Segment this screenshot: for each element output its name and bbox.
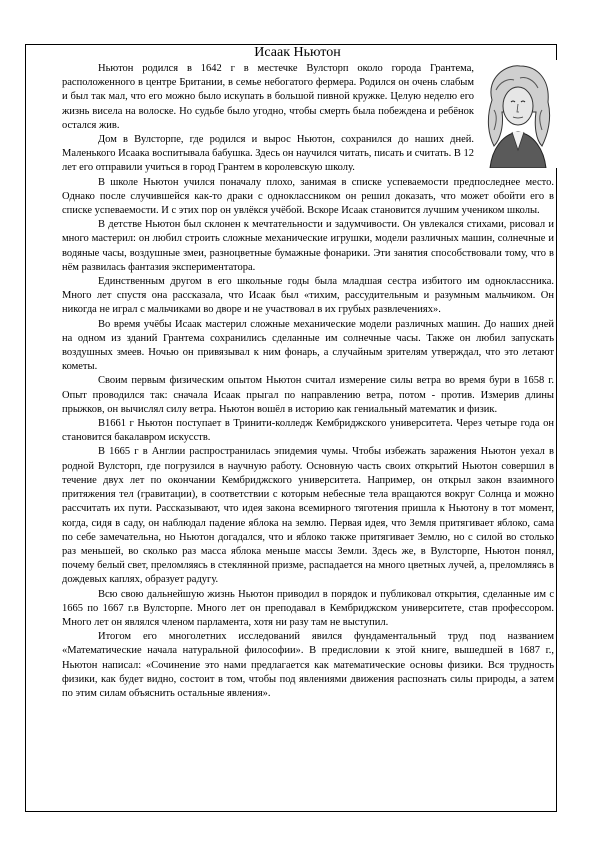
paragraph: Всю свою дальнейшую жизнь Ньютон приводил в порядок и публиковал открытия, сделанные им с 1665 по 1667 г.в Вулсторпе. Много лет он преподавал в Кембриджском университете, став профессором. Много лет он являлся членом парламента, хотя ни разу там не выступил. <box>62 588 554 628</box>
paragraph: Итогом его многолетних исследований явился фундаментальный труд под названием «Математические начала натуральной философии». В предисловии к этой книге, вышедшей в 1687 г., Ньютон написал: «Сочинение это нами предлагается как математические основы физики. Вся трудность физики, как будет видно, состоит в том, чтобы под явлениями движения распознать силы природы, а затем по этим силам объяснить остальные явления». <box>62 631 554 699</box>
paragraph: В школе Ньютон учился поначалу плохо, занимая в списке успеваемости предпоследнее место. Однако после случившейся как-то драки с одноклассником он решил доказать, что может обойти его в списке успеваемости. И с этих пор он увлёкся учёбой. Вскоре Исаак становится лучшим учеником школы. <box>62 176 554 217</box>
paragraph: В1661 г Ньютон поступает в Тринити-колледж Кембриджского университета. Через четыре года он становится бакалавром искусств. <box>62 418 554 444</box>
paragraph: Дом в Вулсторпе, где родился и вырос Ньютон, сохранился до наших дней. Маленького Исаака воспитывала бабушка. Здесь он научился читать, писать и считать. В 12 лет его отправили учиться в город Грантем в королевскую школу. <box>62 134 474 174</box>
paragraph: В 1665 г в Англии распространилась эпидемия чумы. Чтобы избежать заражения Ньютон уехал в родной Вулсторп, где погрузился в научную работу. Основную часть своих открытий Ньютон совершил в течение двух лет по окончании Кембриджского университета. Например, он открыл закон взаимного притяжения тел (гравитации), в соответствии с которым небесные тела вращаются вокруг Солнца и можно рассчитать их пути. Рассказывают, что идея закона всемирного тяготения пришла к Ньютону в тот момент, когда, сидя в саду, он наблюдал падение яблока на землю. Первая идея, что Земля притягивает яблоко, сама по себе замечательна, но Ньютон догадался, что и яблоко также притягивает Землю, но с силой во столько раз меньшей, во сколько раз масса яблока меньше массы Земли. Здесь же, в Вулсторпе, Ньютон понял, почему белый свет, преломляясь в стеклянной призме, распадается на много цветных лучей, а, преломляясь в дождевых каплях, образует радугу. <box>62 446 554 586</box>
paragraph: Во время учёбы Исаак мастерил сложные механические модели различных машин. До наших дней на одном из зданий Грантема сохранились сделанные им солнечные часы. Также он любил запускать воздушных змеев. Ночью он привязывал к ним фонарь, а случайным зрителям утверждал, что это летают кометы. <box>62 318 554 373</box>
paragraph: Ньютон родился в 1642 г в местечке Вулсторп около города Грантема, расположенного в центре Британии, в семье небогатого фермера. Родился он очень слабым и был так мал, что его можно было искупать в большой пивной кружке. Целую неделю его жизнь висела на волоске. Но судьбе было угодно, чтобы смерть была побеждена и ребёнок остался жив. <box>62 63 474 131</box>
paragraph: Единственным другом в его школьные годы была младшая сестра избитого им одноклассника. Много лет спустя она рассказала, что Исаак был «тихим, рассудительным и разумным мальчиком. Он никогда не играл с мальчиками во дворе и не участвовал в их грубых развлечениях». <box>62 276 554 316</box>
paragraph: В детстве Ньютон был склонен к мечтательности и задумчивости. Он увлекался стихами, рисовал и много мастерил: он любил строить сложные механические игрушки, модели различных машин, солнечные и водяные часы, воздушные змеи, разноцветные бумажные фонарики. Эти занятия способствовали тому, что в нём развилась фантазия экспериментатора. <box>62 219 554 273</box>
page-title: Исаак Ньютон <box>254 45 341 60</box>
paragraph: Своим первым физическим опытом Ньютон считал измерение силы ветра во время бури в 1658 г. Опыт проводился так: сначала Исаак прыгал по направлению ветра, потом - против. Измерив длины прыжков, он вычислял силу ветра. Ньютон вошёл в историю как гениальный математик и физик. <box>62 375 554 415</box>
article-body <box>62 62 554 701</box>
